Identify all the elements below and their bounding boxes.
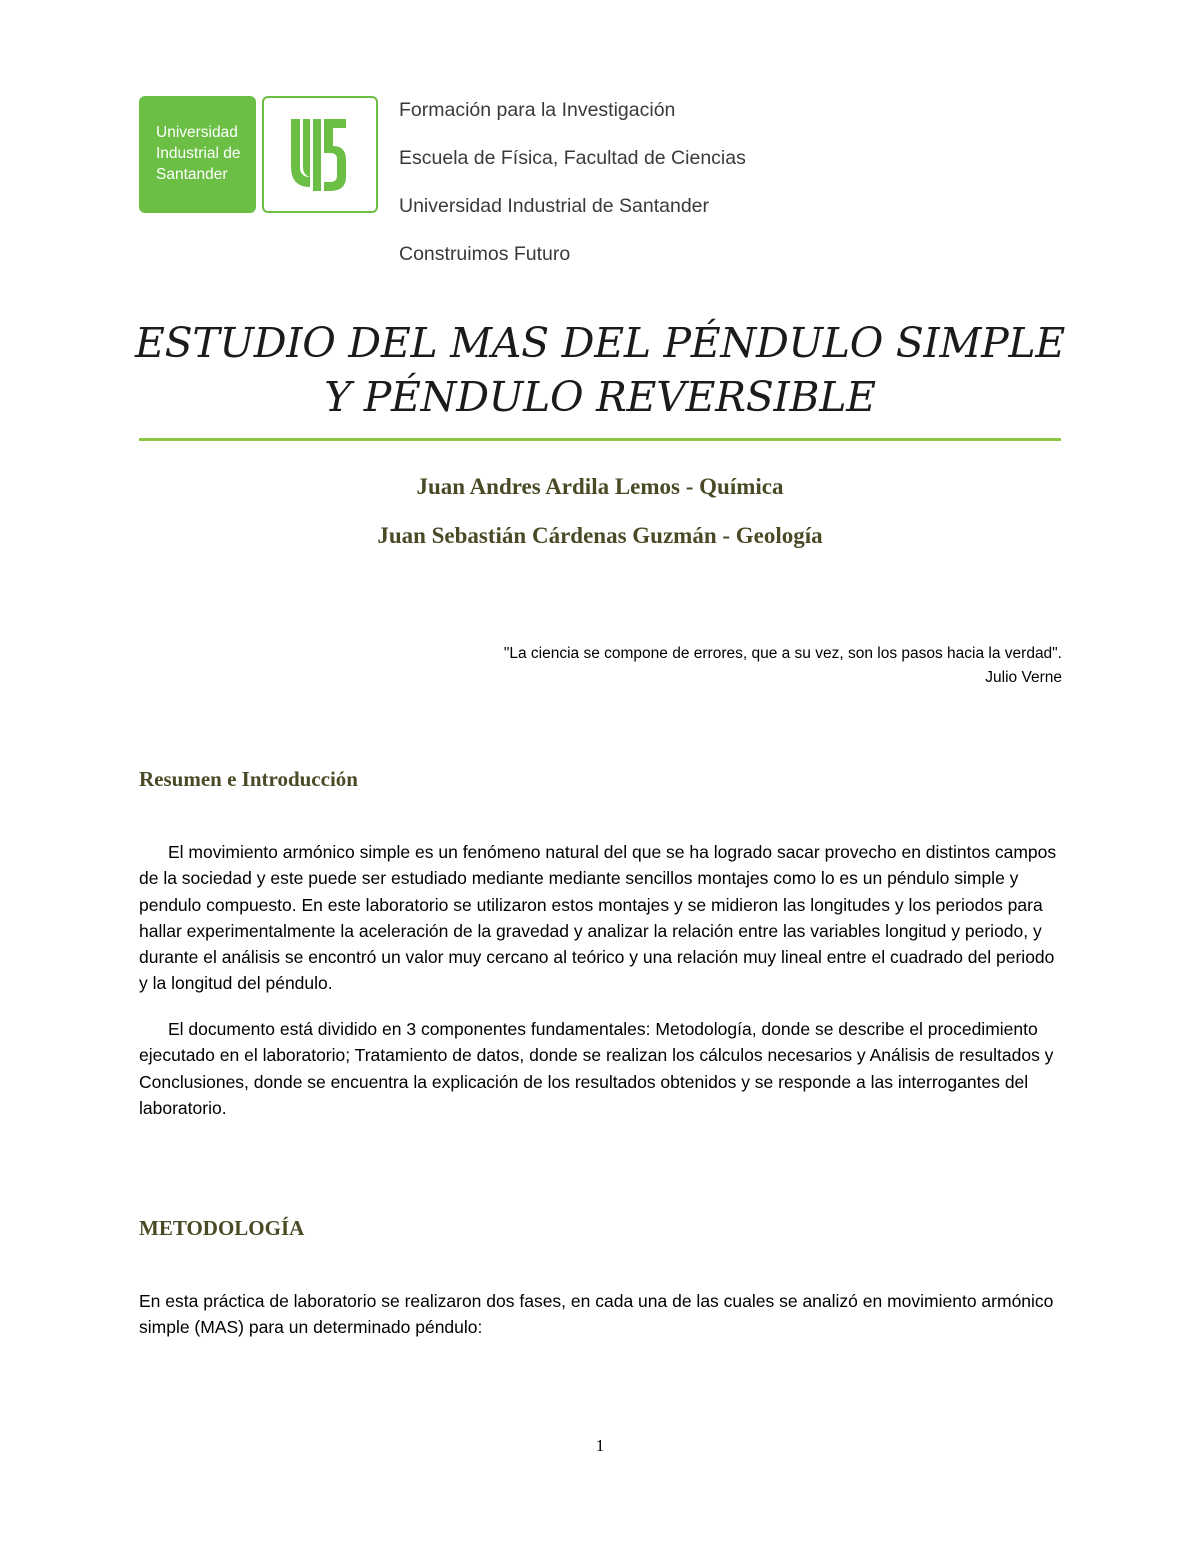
title-line-1: ESTUDIO DEL MAS DEL PÉNDULO SIMPLE <box>135 319 1065 367</box>
author-2: Juan Sebastián Cárdenas Guzmán - Geología <box>377 523 823 548</box>
section-heading-metodologia: METODOLOGÍA <box>139 1216 305 1240</box>
resumen-paragraph-2 <box>139 1016 1061 1121</box>
title-divider <box>139 438 1061 441</box>
uis-emblem-logo <box>262 96 378 213</box>
header-line-motto: Construimos Futuro <box>399 243 571 265</box>
resumen-paragraph-1-text: El movimiento armónico simple es un fenómeno natural del que se ha logrado sacar provecho en distintos campos de la sociedad y este puede ser estudiado mediante mediante sencillos montajes como lo es un péndulo simple y pendulo compuesto. En este laboratorio se utilizaron estos montajes y se midieron las longitudes y los periodos para hallar experimentalmente la aceleración de la gravedad y analizar la relación entre las variables longitud y periodo, y durante el análisis se encontró un valor muy cercano al teórico y una relación muy lineal entre el cuadrado del periodo y la longitud del péndulo. <box>139 842 1057 994</box>
section-heading-resumen: Resumen e Introducción <box>139 767 358 791</box>
epigraph-quote: "La ciencia se compone de errores, que a su vez, son los pasos hacia la verdad". <box>503 645 1062 662</box>
document-title <box>100 316 1100 424</box>
uis-emblem-icon <box>289 115 351 195</box>
author-1: Juan Andres Ardila Lemos - Química <box>416 474 784 499</box>
header-info <box>399 96 999 288</box>
page-number: 1 <box>595 1436 605 1455</box>
header-line-school: Escuela de Física, Facultad de Ciencias <box>399 147 746 169</box>
header-line-program: Formación para la Investigación <box>399 99 676 121</box>
header-line-university: Universidad Industrial de Santander <box>399 195 710 217</box>
university-logo <box>139 96 256 213</box>
university-logo-text: Universidad Industrial de Santander <box>156 124 241 183</box>
resumen-paragraph-1 <box>139 839 1061 997</box>
epigraph-author: Julio Verne <box>985 669 1062 686</box>
resumen-paragraph-2-text: El documento está dividido en 3 componentes fundamentales: Metodología, donde se describe el procedimiento ejecutado en el laboratorio; Tratamiento de datos, donde se realizan los cálculos necesarios y Análisis de resultados y Conclusiones, donde se encuentra la explicación de los resultados obtenidos y se responde a las interrogantes del laboratorio. <box>139 1019 1054 1118</box>
metodologia-paragraph-1: En esta práctica de laboratorio se realizaron dos fases, en cada una de las cuales se analizó en movimiento armónico simple (MAS) para un determinado péndulo: <box>139 1291 1054 1338</box>
title-line-2: Y PÉNDULO REVERSIBLE <box>324 373 876 421</box>
